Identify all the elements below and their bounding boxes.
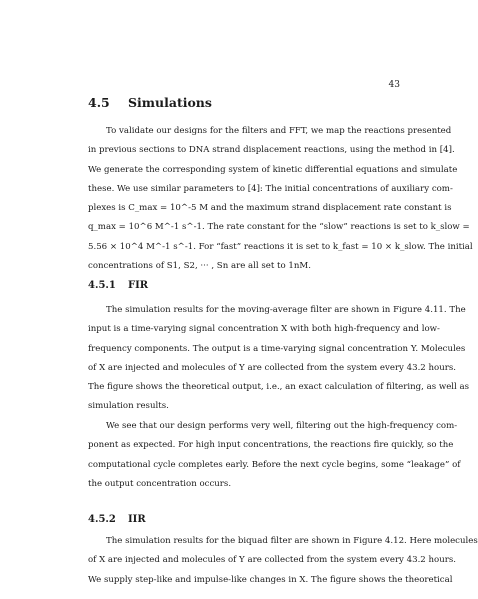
section-title: Simulations [128,95,212,110]
text-line: the output concentration occurs. [88,478,232,489]
fir-paragraph-1 [88,301,470,417]
text-line: these. We use similar parameters to [4]: The initial concentrations of auxiliary com- [88,183,453,194]
subsection-number: 4.5.2 [88,514,116,525]
text-line: We supply step-like and impulse-like changes in X. The figure shows the theoretical [88,574,453,585]
subsection-heading-iir [88,514,146,525]
text-line: We see that our design performs very well, filtering out the high-frequency com- [106,421,458,431]
text-line: The simulation results for the moving-average filter are shown in Figure 4.11. The [106,305,466,315]
text-line: of X are injected and molecules of Y are collected from the system every 43.2 hours. [88,362,456,373]
text-line: The simulation results for the biquad filter are shown in Figure 4.12. Here molecules [106,536,478,546]
section-heading [88,95,212,110]
text-line: 5.56 × 10^4 M^-1 s^-1. For “fast” reactions it is set to k_fast = 10 × k_slow. The initial [88,241,473,252]
text-line: concentrations of S1, S2, ··· , Sn are all set to 1nM. [88,261,311,272]
page-number: 43 [388,80,400,90]
text-line: To validate our designs for the filters and FFT, we map the reactions presented [106,126,452,136]
subsection-title: FIR [128,280,149,291]
text-line: in previous sections to DNA strand displacement reactions, using the method in [4]. [88,145,455,156]
text-line: We generate the corresponding system of kinetic differential equations and simulate [88,164,458,175]
text-line: input is a time-varying signal concentration X with both high-frequency and low- [88,324,440,335]
fir-paragraph-2 [88,417,461,494]
intro-paragraph [88,122,473,276]
subsection-number: 4.5.1 [88,280,116,291]
text-line: ponent as expected. For high input concentrations, the reactions fire quickly, so the [88,440,454,451]
text-line: plexes is C_max = 10^-5 M and the maximum strand displacement rate constant is [88,203,452,214]
subsection-heading-fir [88,280,148,291]
text-line: q_max = 10^6 M^-1 s^-1. The rate constant for the “slow” reactions is set to k_slow = [88,222,470,233]
text-line: of X are injected and molecules of Y are collected from the system every 43.2 hours. [88,555,456,566]
section-number: 4.5 [88,95,110,110]
text-line: computational cycle completes early. Before the next cycle begins, some “leakage” of [88,459,461,470]
iir-paragraph-1 [88,532,478,590]
text-line: simulation results. [88,401,169,412]
subsection-title: IIR [128,514,146,525]
text-line: frequency components. The output is a time-varying signal concentration Y. Molecules [88,343,466,354]
text-line: The figure shows the theoretical output, i.e., an exact calculation of filtering, as well as [88,382,470,393]
